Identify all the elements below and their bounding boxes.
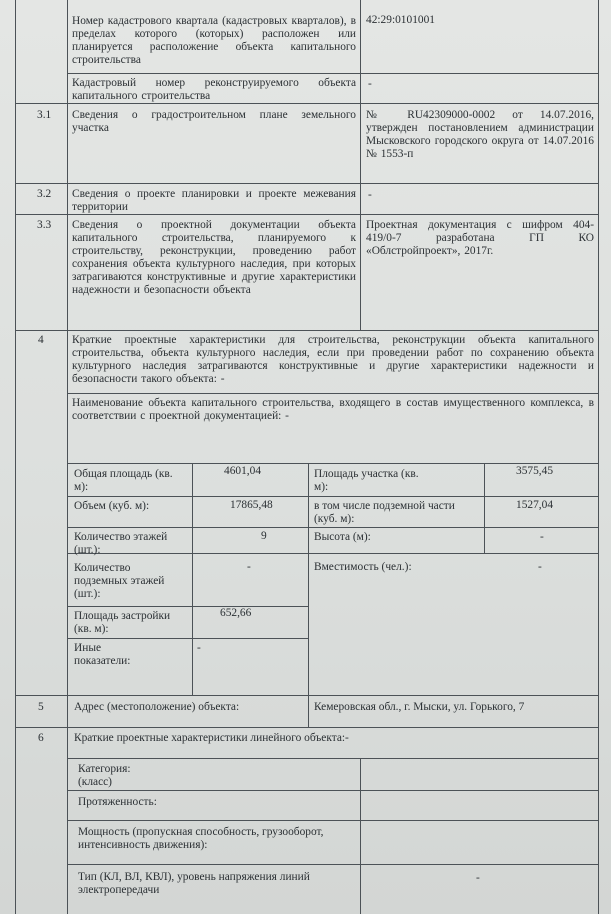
row-number-3-3: 3.3 [37,219,52,231]
border-left [15,0,16,914]
line-type-label: Тип (КЛ, ВЛ, КВЛ), уровень напряжения линий электропередачи [78,871,310,896]
rule [67,864,598,865]
power-label: Мощность (пропускная способность, грузооборот, интенсивность движения): [78,826,324,851]
rule [15,727,598,728]
total-area-label: Общая площадь (кв. м): [74,468,173,493]
divider-num-col [67,0,68,914]
floors-value: 9 [261,530,267,542]
rule [67,606,308,607]
brief-characteristics-label: Краткие проектные характеристики для строительства, реконструкции объекта капитального строительства, объекта культурного наследия, если при проведении работ по сохранению объекта культурного наследия затрагиваются конструктивные и другие характеристики надежности и безопасности такого объекта: - [72,334,594,385]
rule [67,758,598,759]
rule [67,393,598,394]
row-number-5: 5 [38,701,44,713]
planning-project-value: - [368,189,372,201]
floors-label: Количество этажей (шт.): [74,531,168,556]
category-label: Категория: (класс) [78,763,131,788]
building-area-label: Площадь застройки (кв. м): [74,610,171,635]
cadastral-quarter-label: Номер кадастрового квартала (кадастровых кварталов), в пределах которого (которых) расположен или планируется расположение объекта капитального строительства [72,15,356,66]
linear-object-label: Краткие проектные характеристики линейного объекта:- [74,732,349,744]
divider-value-col [360,0,361,330]
underground-volume-value: 1527,04 [516,499,554,511]
row-number-4: 4 [38,334,44,346]
rule [15,695,598,696]
divider-char-b [308,463,309,695]
reconstructed-number-value: - [368,78,372,90]
project-docs-value: Проектная документация с шифром 404-419/0-7 разработана ГП КО «Облстройпроект», 2017г. [366,219,594,257]
row-number-6: 6 [38,732,44,744]
row-number-3-2: 3.2 [37,188,52,200]
building-area-value: 652,66 [220,607,252,619]
site-area-label: Площадь участка (кв. м): [314,468,419,493]
cadastral-quarter-value: 42:29:0101001 [366,14,435,26]
total-area-value: 4601,04 [224,465,262,477]
capacity-label: Вместимость (чел.): [314,561,412,573]
other-indicators-label: Иные показатели: [74,642,131,667]
length-label: Протяженность: [78,796,157,808]
rule [67,73,598,74]
rule [15,214,598,215]
other-indicators-value: - [197,642,201,654]
gradplan-value: № RU42309000-0002 от 14.07.2016, утвержден постановлением администрации Мысковского городского округа от 14.07.2016 № 1553-п [366,109,594,160]
planning-project-label: Сведения о проекте планировки и проекте межевания территории [72,188,356,213]
project-docs-label: Сведения о проектной документации объекта капитального строительства, планируемого к строительству, реконструкции, проведению работ сохранения объекта культурного наследия, при которых затрагиваются конструктивные и другие характеристики надежности и безопасности объекта [72,219,356,296]
site-area-value: 3575,45 [516,465,554,477]
underground-floors-label: Количество подземных этажей (шт.): [74,562,165,600]
rule [67,527,598,528]
underground-volume-label: в том числе подземной части (куб. м): [314,500,455,525]
line-type-value: - [476,872,480,884]
rule [15,183,598,184]
rule [67,638,308,639]
rule [15,103,598,104]
divider-char-c [484,463,485,553]
rule [67,820,598,821]
reconstructed-number-label: Кадастровый номер реконструируемого объекта капитального строительства [72,77,356,102]
divider-linear [360,758,361,914]
rule [15,330,598,331]
capacity-value: - [538,561,542,573]
address-value: Кемеровская обл., г. Мыски, ул. Горького, 7 [314,701,525,713]
rule [67,496,598,497]
border-right [598,0,599,914]
gradplan-label: Сведения о градостроительном плане земельного участка [72,109,356,134]
address-label: Адрес (местоположение) объекта: [74,701,240,713]
volume-label: Объем (куб. м): [74,500,150,512]
volume-value: 17865,48 [230,499,273,511]
rule [67,790,598,791]
rule [67,463,598,464]
height-value: - [540,531,544,543]
row-number-3-1: 3.1 [37,109,52,121]
object-name-label: Наименование объекта капитального строительства, входящего в состав имущественного комплекса, в соответствии с проектной документацией: - [72,397,594,422]
height-label: Высота (м): [314,531,371,543]
divider-char-a [192,463,193,695]
underground-floors-value: - [247,561,251,573]
divider-addr [308,695,309,727]
